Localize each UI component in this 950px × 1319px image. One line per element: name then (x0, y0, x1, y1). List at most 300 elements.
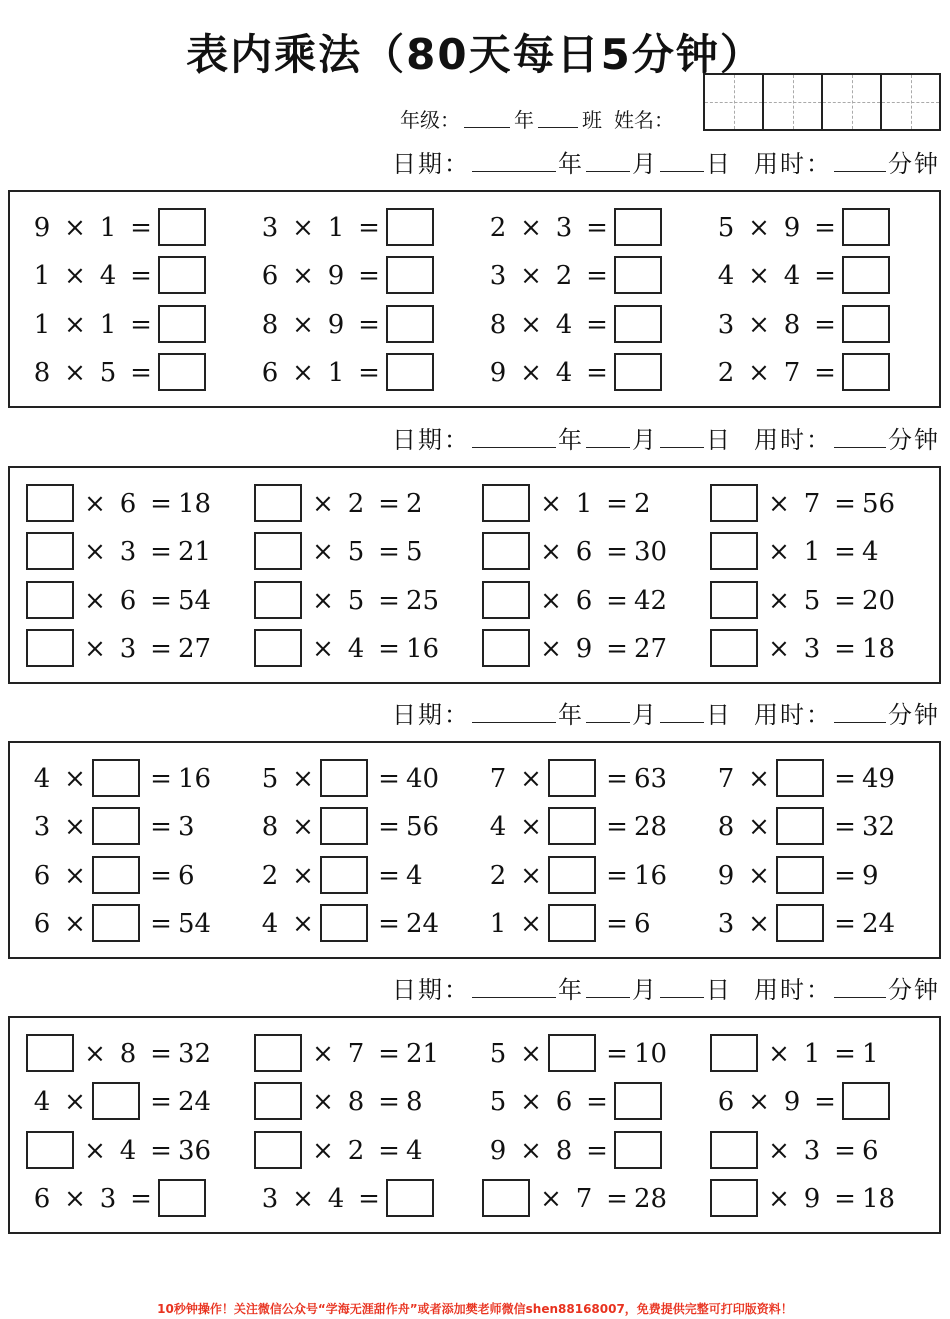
number: 3 (99, 1184, 117, 1214)
number: 2 (489, 213, 507, 243)
times-sign: × (748, 1087, 770, 1117)
number: 1 (327, 213, 345, 243)
number: 2 (406, 489, 423, 519)
times-sign: × (312, 1087, 334, 1117)
equals-sign: = (606, 812, 628, 842)
number: 8 (406, 1087, 423, 1117)
times-sign: × (84, 1039, 106, 1069)
number: 4 (783, 261, 801, 291)
answer-box[interactable] (92, 1082, 140, 1120)
number: 6 (575, 586, 593, 616)
answer-box[interactable] (482, 629, 530, 667)
answer-box[interactable] (158, 208, 206, 246)
number: 63 (634, 764, 668, 794)
number: 5 (347, 537, 365, 567)
equals-sign: = (606, 1184, 628, 1214)
number: 6 (634, 909, 651, 939)
number: 30 (634, 537, 668, 567)
times-sign: × (312, 634, 334, 664)
times-sign: × (520, 764, 542, 794)
date-blank[interactable] (834, 151, 886, 172)
number: 4 (33, 764, 51, 794)
answer-box[interactable] (548, 807, 596, 845)
date-day-label: 日 (706, 700, 732, 729)
equals-sign: = (586, 310, 608, 340)
number: 9 (489, 1136, 507, 1166)
number: 2 (261, 861, 279, 891)
number: 40 (406, 764, 440, 794)
number: 3 (803, 1136, 821, 1166)
times-sign: × (768, 489, 790, 519)
answer-box[interactable] (158, 256, 206, 294)
footer-note: 10秒钟操作！关注微信公众号“学海无涯甜作舟”或者添加樊老师微信shen88168007，免费提供完整可打印版资料！ (157, 1302, 793, 1316)
number: 3 (119, 537, 137, 567)
grade-blank[interactable] (464, 109, 510, 128)
number: 9 (717, 861, 735, 891)
times-sign: × (64, 213, 86, 243)
number: 2 (347, 1136, 365, 1166)
number: 9 (783, 1087, 801, 1117)
date-row (392, 144, 940, 178)
number: 6 (178, 861, 195, 891)
times-sign: × (84, 489, 106, 519)
equals-sign: = (606, 764, 628, 794)
answer-box[interactable] (482, 532, 530, 570)
answer-box[interactable] (548, 856, 596, 894)
number: 24 (178, 1087, 212, 1117)
number: 4 (33, 1087, 51, 1117)
answer-box[interactable] (482, 484, 530, 522)
equals-sign: = (150, 537, 172, 567)
time-label: 用时： (754, 975, 832, 1004)
answer-box[interactable] (710, 532, 758, 570)
number: 8 (261, 310, 279, 340)
answer-box[interactable] (548, 759, 596, 797)
times-sign: × (64, 1184, 86, 1214)
number: 56 (406, 812, 440, 842)
date-blank[interactable] (660, 427, 704, 448)
answer-box[interactable] (386, 353, 434, 391)
answer-box[interactable] (548, 1034, 596, 1072)
equals-sign: = (150, 1087, 172, 1117)
times-sign: × (312, 537, 334, 567)
number: 6 (33, 1184, 51, 1214)
date-blank[interactable] (586, 427, 630, 448)
exercise-section (8, 190, 941, 408)
times-sign: × (64, 358, 86, 388)
number: 16 (634, 861, 668, 891)
number: 4 (555, 310, 573, 340)
times-sign: × (292, 812, 314, 842)
times-sign: × (540, 489, 562, 519)
date-day-label: 日 (706, 425, 732, 454)
number: 5 (347, 586, 365, 616)
equals-sign: = (150, 909, 172, 939)
date-year-label: 年 (558, 149, 584, 178)
minutes-label: 分钟 (888, 425, 940, 454)
equals-sign: = (150, 861, 172, 891)
name-cell[interactable] (764, 75, 823, 129)
answer-box[interactable] (320, 807, 368, 845)
times-sign: × (540, 586, 562, 616)
number: 9 (862, 861, 879, 891)
answer-box[interactable] (254, 532, 302, 570)
number: 8 (489, 310, 507, 340)
answer-box[interactable] (158, 353, 206, 391)
equals-sign: = (814, 310, 836, 340)
equals-sign: = (834, 1039, 856, 1069)
equals-sign: = (358, 213, 380, 243)
number: 3 (555, 213, 573, 243)
number: 3 (261, 213, 279, 243)
number: 9 (803, 1184, 821, 1214)
times-sign: × (64, 1087, 86, 1117)
answer-box[interactable] (710, 581, 758, 619)
answer-box[interactable] (92, 759, 140, 797)
equals-sign: = (378, 764, 400, 794)
answer-box[interactable] (842, 1082, 890, 1120)
times-sign: × (64, 861, 86, 891)
number: 6 (261, 358, 279, 388)
answer-box[interactable] (26, 484, 74, 522)
number: 6 (261, 261, 279, 291)
times-sign: × (64, 909, 86, 939)
number: 9 (783, 213, 801, 243)
equals-sign: = (606, 1039, 628, 1069)
times-sign: × (768, 537, 790, 567)
equals-sign: = (586, 1136, 608, 1166)
equals-sign: = (130, 310, 152, 340)
times-sign: × (768, 634, 790, 664)
times-sign: × (768, 1184, 790, 1214)
exercise-section (8, 466, 941, 684)
times-sign: × (540, 537, 562, 567)
number: 10 (634, 1039, 668, 1069)
date-day-label: 日 (706, 975, 732, 1004)
answer-box[interactable] (158, 1179, 206, 1217)
date-row (392, 970, 940, 1004)
answer-box[interactable] (92, 856, 140, 894)
minutes-label: 分钟 (888, 700, 940, 729)
answer-box[interactable] (26, 581, 74, 619)
number: 18 (862, 634, 896, 664)
answer-box[interactable] (254, 1131, 302, 1169)
equals-sign: = (378, 634, 400, 664)
number: 21 (178, 537, 212, 567)
answer-box[interactable] (386, 256, 434, 294)
answer-box[interactable] (482, 581, 530, 619)
times-sign: × (84, 537, 106, 567)
number: 6 (862, 1136, 879, 1166)
number: 36 (178, 1136, 212, 1166)
answer-box[interactable] (320, 856, 368, 894)
answer-box[interactable] (320, 759, 368, 797)
number: 9 (327, 261, 345, 291)
number: 8 (555, 1136, 573, 1166)
number: 3 (717, 909, 735, 939)
answer-box[interactable] (614, 353, 662, 391)
number: 42 (634, 586, 668, 616)
date-blank[interactable] (472, 977, 556, 998)
number: 4 (862, 537, 879, 567)
equals-sign: = (150, 764, 172, 794)
times-sign: × (64, 812, 86, 842)
answer-box[interactable] (614, 256, 662, 294)
times-sign: × (292, 1184, 314, 1214)
answer-box[interactable] (26, 1131, 74, 1169)
year-label: 年 (514, 107, 534, 132)
number: 8 (783, 310, 801, 340)
number: 6 (555, 1087, 573, 1117)
number: 7 (803, 489, 821, 519)
answer-box[interactable] (710, 1034, 758, 1072)
number: 6 (717, 1087, 735, 1117)
equals-sign: = (834, 1184, 856, 1214)
number: 28 (634, 812, 668, 842)
times-sign: × (312, 1136, 334, 1166)
equals-sign: = (606, 634, 628, 664)
number: 4 (406, 861, 423, 891)
number: 27 (634, 634, 668, 664)
equals-sign: = (130, 358, 152, 388)
equals-sign: = (378, 1136, 400, 1166)
equals-sign: = (606, 909, 628, 939)
answer-box[interactable] (710, 1179, 758, 1217)
number: 1 (99, 310, 117, 340)
number: 24 (406, 909, 440, 939)
number: 6 (119, 489, 137, 519)
number: 16 (406, 634, 440, 664)
equals-sign: = (150, 586, 172, 616)
number: 24 (862, 909, 896, 939)
answer-box[interactable] (776, 856, 824, 894)
number: 8 (261, 812, 279, 842)
answer-box[interactable] (254, 581, 302, 619)
minutes-label: 分钟 (888, 149, 940, 178)
equals-sign: = (358, 261, 380, 291)
number: 5 (717, 213, 735, 243)
number: 2 (347, 489, 365, 519)
equals-sign: = (834, 537, 856, 567)
times-sign: × (520, 358, 542, 388)
date-blank[interactable] (660, 702, 704, 723)
equals-sign: = (834, 764, 856, 794)
number: 54 (178, 586, 212, 616)
equals-sign: = (378, 1087, 400, 1117)
times-sign: × (84, 634, 106, 664)
page-title: 表内乘法（80天每日5分钟） (186, 30, 764, 79)
answer-box[interactable] (614, 305, 662, 343)
answer-box[interactable] (842, 256, 890, 294)
number: 9 (489, 358, 507, 388)
times-sign: × (748, 310, 770, 340)
date-blank[interactable] (660, 977, 704, 998)
times-sign: × (748, 358, 770, 388)
times-sign: × (768, 586, 790, 616)
number: 2 (489, 861, 507, 891)
grade-label: 年级： (400, 107, 460, 132)
number: 4 (119, 1136, 137, 1166)
answer-box[interactable] (842, 353, 890, 391)
date-label: 日期： (392, 700, 470, 729)
number: 5 (803, 586, 821, 616)
date-blank[interactable] (472, 427, 556, 448)
date-year-label: 年 (558, 700, 584, 729)
number: 7 (717, 764, 735, 794)
equals-sign: = (606, 489, 628, 519)
date-blank[interactable] (472, 702, 556, 723)
number: 25 (406, 586, 440, 616)
times-sign: × (540, 1184, 562, 1214)
answer-box[interactable] (386, 208, 434, 246)
equals-sign: = (358, 358, 380, 388)
times-sign: × (520, 909, 542, 939)
name-grid[interactable] (703, 73, 941, 131)
number: 6 (33, 909, 51, 939)
times-sign: × (84, 586, 106, 616)
equals-sign: = (834, 634, 856, 664)
date-month-label: 月 (632, 149, 658, 178)
number: 3 (33, 812, 51, 842)
number: 49 (862, 764, 896, 794)
date-blank[interactable] (472, 151, 556, 172)
answer-box[interactable] (842, 305, 890, 343)
times-sign: × (292, 909, 314, 939)
number: 3 (178, 812, 195, 842)
answer-box[interactable] (254, 484, 302, 522)
date-blank[interactable] (834, 702, 886, 723)
date-row (392, 695, 940, 729)
equals-sign: = (358, 310, 380, 340)
answer-box[interactable] (614, 1131, 662, 1169)
time-label: 用时： (754, 425, 832, 454)
equals-sign: = (378, 586, 400, 616)
number: 56 (862, 489, 896, 519)
answer-box[interactable] (386, 1179, 434, 1217)
equals-sign: = (834, 909, 856, 939)
number: 18 (178, 489, 212, 519)
name-cell[interactable] (823, 75, 882, 129)
answer-box[interactable] (614, 1082, 662, 1120)
times-sign: × (748, 812, 770, 842)
date-row (392, 420, 940, 454)
number: 2 (555, 261, 573, 291)
equals-sign: = (378, 812, 400, 842)
number: 4 (327, 1184, 345, 1214)
equals-sign: = (834, 1136, 856, 1166)
times-sign: × (292, 861, 314, 891)
answer-box[interactable] (710, 1131, 758, 1169)
number: 9 (33, 213, 51, 243)
answer-box[interactable] (26, 629, 74, 667)
date-blank[interactable] (586, 977, 630, 998)
number: 2 (717, 358, 735, 388)
times-sign: × (520, 213, 542, 243)
number: 8 (33, 358, 51, 388)
answer-box[interactable] (710, 629, 758, 667)
times-sign: × (520, 1136, 542, 1166)
date-blank[interactable] (834, 427, 886, 448)
answer-box[interactable] (386, 305, 434, 343)
answer-box[interactable] (26, 532, 74, 570)
answer-box[interactable] (320, 904, 368, 942)
name-cell[interactable] (882, 75, 939, 129)
number: 1 (803, 1039, 821, 1069)
name-cell[interactable] (705, 75, 764, 129)
equals-sign: = (378, 489, 400, 519)
number: 1 (862, 1039, 879, 1069)
number: 3 (489, 261, 507, 291)
number: 4 (261, 909, 279, 939)
number: 1 (803, 537, 821, 567)
times-sign: × (748, 909, 770, 939)
answer-box[interactable] (158, 305, 206, 343)
answer-box[interactable] (614, 208, 662, 246)
answer-box[interactable] (92, 904, 140, 942)
answer-box[interactable] (776, 807, 824, 845)
times-sign: × (748, 861, 770, 891)
date-day-label: 日 (706, 149, 732, 178)
equals-sign: = (814, 358, 836, 388)
times-sign: × (312, 1039, 334, 1069)
times-sign: × (520, 1087, 542, 1117)
times-sign: × (768, 1039, 790, 1069)
student-info-row (400, 100, 674, 136)
date-blank[interactable] (586, 151, 630, 172)
answer-box[interactable] (26, 1034, 74, 1072)
answer-box[interactable] (776, 759, 824, 797)
answer-box[interactable] (842, 208, 890, 246)
date-blank[interactable] (660, 151, 704, 172)
equals-sign: = (130, 213, 152, 243)
number: 5 (99, 358, 117, 388)
date-month-label: 月 (632, 975, 658, 1004)
number: 8 (717, 812, 735, 842)
number: 5 (489, 1039, 507, 1069)
answer-box[interactable] (776, 904, 824, 942)
answer-box[interactable] (92, 807, 140, 845)
equals-sign: = (378, 1039, 400, 1069)
equals-sign: = (834, 812, 856, 842)
date-blank[interactable] (834, 977, 886, 998)
times-sign: × (520, 1039, 542, 1069)
answer-box[interactable] (482, 1179, 530, 1217)
times-sign: × (312, 489, 334, 519)
number: 6 (575, 537, 593, 567)
class-blank[interactable] (538, 109, 578, 128)
answer-box[interactable] (710, 484, 758, 522)
equals-sign: = (378, 909, 400, 939)
times-sign: × (748, 764, 770, 794)
number: 21 (406, 1039, 440, 1069)
equals-sign: = (586, 1087, 608, 1117)
date-year-label: 年 (558, 975, 584, 1004)
number: 54 (178, 909, 212, 939)
equals-sign: = (358, 1184, 380, 1214)
answer-box[interactable] (254, 629, 302, 667)
equals-sign: = (586, 358, 608, 388)
date-blank[interactable] (586, 702, 630, 723)
equals-sign: = (586, 213, 608, 243)
answer-box[interactable] (254, 1034, 302, 1072)
number: 4 (347, 634, 365, 664)
exercise-section (8, 741, 941, 959)
times-sign: × (748, 261, 770, 291)
answer-box[interactable] (254, 1082, 302, 1120)
number: 6 (119, 586, 137, 616)
date-month-label: 月 (632, 425, 658, 454)
answer-box[interactable] (548, 904, 596, 942)
